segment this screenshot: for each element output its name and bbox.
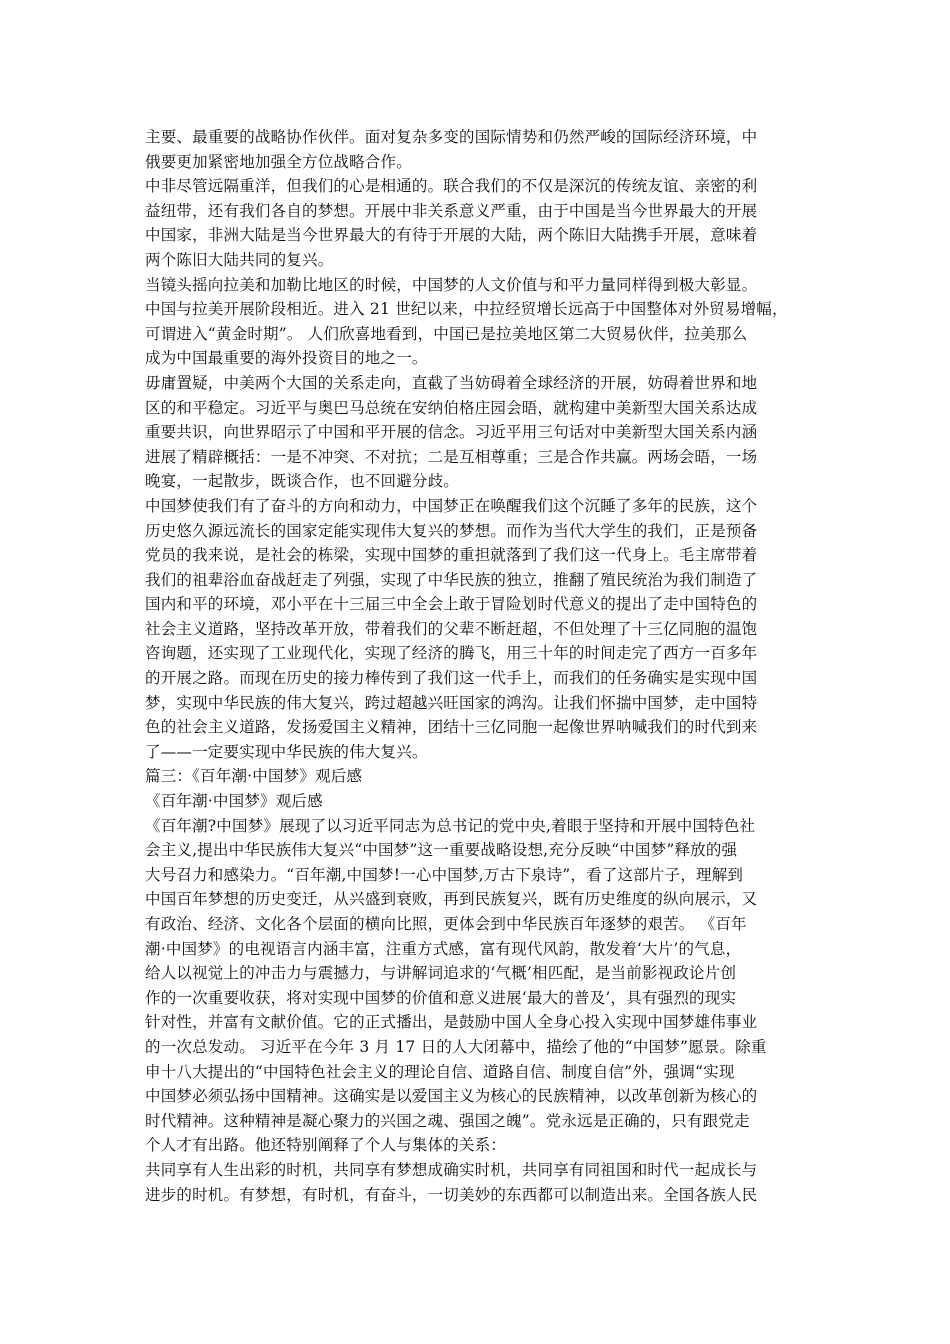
text-line: 个人才有出路。他还特别阐释了个人与集体的关系： <box>145 1136 507 1155</box>
text-line: 重要共识，向世界昭示了中国和平开展的信念。习近平用三句话对中美新型大国关系内涵 <box>145 423 758 442</box>
text-line: 益纽带，还有我们各自的梦想。开展中非关系意义严重，由于中国是当今世界最大的开展 <box>145 201 758 220</box>
text-line: 有政治、经济、文化各个层面的横向比照，更体会到中华民族百年逐梦的艰苦。 《百年 <box>145 915 747 933</box>
text-line: 中国家，非洲大陆是当今世界最大的有待于开展的大陆，两个陈旧大陆携手开展，意味着 <box>145 226 758 245</box>
text-line: 大号召力和感染力。“百年潮,中国梦!一心中国梦,万古下泉诗”，看了这部片子，理解到 <box>145 865 744 884</box>
text-line: 社会主义道路，坚持改革开放，带着我们的父辈不断赶超，不但处理了十三亿同胞的温饱 <box>145 619 758 638</box>
text-line: 色的社会主义道路，发扬爱国主义精神，团结十三亿同胞一起像世界呐喊我们的时代到来 <box>145 718 758 737</box>
text-line: 中国与拉美开展阶段相近。进入 21 世纪以来，中拉经贸增长远高于中国整体对外贸易增幅， <box>145 300 788 319</box>
text-line: 了——一定要实现中华民族的伟大复兴。 <box>145 742 428 761</box>
text-line: 中国梦必须弘扬中国精神。这确实是以爱国主义为核心的民族精神，以改革创新为核心的 <box>145 1087 758 1106</box>
text-line: 党员的我来说，是社会的栋梁，实现中国梦的重担就落到了我们这一代身上。毛主席带着 <box>145 546 758 565</box>
text-line: 当镜头摇向拉美和加勒比地区的时候，中国梦的人文价值与和平力量同样得到极大彰显。 <box>145 275 758 294</box>
text-line: 梦，实现中华民族的伟大复兴，跨过超越兴旺国家的鸿沟。让我们怀揣中国梦，走中国特 <box>145 693 758 712</box>
text-line: 《百年潮?中国梦》展现了以习近平同志为总书记的党中央,着眼于坚持和开展中国特色社 <box>145 816 756 835</box>
text-line: 的开展之路。而现在历史的接力棒传到了我们这一代手上，而我们的任务确实是实现中国 <box>145 669 758 688</box>
text-line: 共同享有人生出彩的时机，共同享有梦想成确实时机，共同享有同祖国和时代一起成长与 <box>145 1160 758 1179</box>
text-line: 进步的时机。有梦想，有时机，有奋斗，一切美妙的东西都可以制造出来。全国各族人民 <box>145 1185 758 1204</box>
text-line: 时代精神。这种精神是凝心聚力的兴国之魂、强国之魄”。党永远是正确的，只有跟党走 <box>145 1111 750 1130</box>
text-line: 《百年潮·中国梦》观后感 <box>145 792 323 811</box>
text-line: 晚宴，一起散步，既谈合作，也不回避分歧。 <box>145 472 460 491</box>
text-line: 我们的祖辈浴血奋战赶走了列强，实现了中华民族的独立，推翻了殖民统治为我们制造了 <box>145 570 758 589</box>
document-body <box>145 125 810 1207</box>
text-line: 咨询题，还实现了工业现代化，实现了经济的腾飞，用三十年的时间走完了西方一百多年 <box>145 644 758 663</box>
text-line: 可谓进入“黄金时期”。 人们欣喜地看到，中国已是拉美地区第二大贸易伙伴，拉美那么 <box>145 324 748 343</box>
text-line: 成为中国最重要的海外投资目的地之一。 <box>145 349 428 368</box>
text-line: 中国梦使我们有了奋斗的方向和动力，中国梦正在唤醒我们这个沉睡了多年的民族，这个 <box>145 496 758 515</box>
text-line: 两个陈旧大陆共同的复兴。 <box>145 250 334 269</box>
text-line: 中国百年梦想的历史变迁，从兴盛到衰败，再到民族复兴，既有历史维度的纵向展示，又 <box>145 890 758 909</box>
text-line: 针对性，并富有文献价值。它的正式播出，是鼓励中国人全身心投入实现中国梦雄伟事业 <box>145 1013 758 1032</box>
text-line: 给人以视觉上的冲击力与震撼力，与讲解词追求的‘气概’相匹配，是当前影视政论片创 <box>145 964 737 983</box>
text-line: 国内和平的环境，邓小平在十三届三中全会上敢于冒险划时代意义的提出了走中国特色的 <box>145 595 758 614</box>
text-line: 俄要更加紧密地加强全方位战略合作。 <box>145 152 412 171</box>
text-line: 历史悠久源远流长的国家定能实现伟大复兴的梦想。而作为当代大学生的我们，正是预备 <box>145 521 758 540</box>
text-line: 作的一次重要收获，将对实现中国梦的价值和意义进展‘最大的普及’，具有强烈的现实 <box>145 988 737 1007</box>
text-line: 申十八大提出的“中国特色社会主义的理论自信、道路自信、制度自信”外，强调“实现 <box>145 1062 735 1081</box>
text-line: 会主义,提出中华民族伟大复兴“中国梦”这一重要战略设想,充分反映“中国梦”释放的强 <box>145 841 738 860</box>
text-line: 潮·中国梦》的电视语言内涵丰富，注重方式感，富有现代风韵，散发着‘大片’的气息， <box>145 939 742 958</box>
text-line: 的一次总发动。 习近平在今年 3 月 17 日的人大闭幕中，描绘了他的“中国梦”愿景。除重 <box>145 1037 767 1056</box>
text-line: 中非尽管远隔重洋，但我们的心是相通的。联合我们的不仅是深沉的传统友谊、亲密的利 <box>145 177 758 196</box>
text-line: 区的和平稳定。习近平与奥巴马总统在安纳伯格庄园会晤，就构建中美新型大国关系达成 <box>145 398 758 417</box>
text-line: 进展了精辟概括：一是不冲突、不对抗；二是互相尊重；三是合作共赢。两场会晤，一场 <box>145 447 758 466</box>
text-line: 毋庸置疑，中美两个大国的关系走向，直截了当妨碍着全球经济的开展，妨碍着世界和地 <box>145 373 758 392</box>
text-line: 主要、最重要的战略协作伙伴。面对复杂多变的国际情势和仍然严峻的国际经济环境，中 <box>145 128 758 146</box>
text-line: 篇三：《百年潮·中国梦》观后感 <box>145 767 363 786</box>
